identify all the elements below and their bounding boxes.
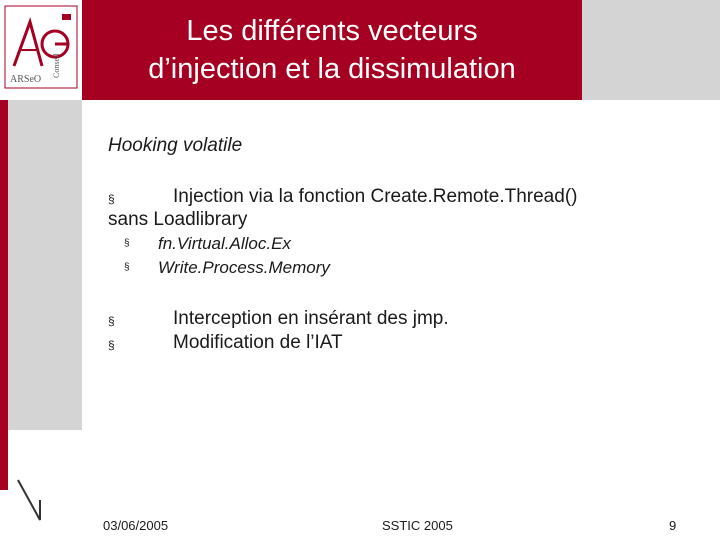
header-gray-block bbox=[582, 0, 720, 100]
title-line-2: d’injection et la dissimulation bbox=[148, 53, 516, 85]
logo-vertical-text: Conseil bbox=[52, 53, 61, 78]
bullet-2: § bbox=[108, 314, 115, 328]
sub-bullet-2: § bbox=[124, 262, 130, 273]
bullet-3: § bbox=[108, 338, 115, 352]
sidebar-gray-strip bbox=[8, 100, 82, 430]
title-line-1: Les différents vecteurs bbox=[186, 15, 478, 47]
item-1-line-1: Injection via la fonction Create.Remote.Thread() bbox=[173, 186, 578, 207]
item-1-line-2: sans Loadlibrary bbox=[108, 209, 248, 230]
item-2: Interception en insérant des jmp. bbox=[173, 308, 449, 329]
sub-bullet-1: § bbox=[124, 238, 130, 249]
logo bbox=[0, 0, 82, 100]
section-subtitle: Hooking volatile bbox=[108, 135, 243, 156]
footer-date: 03/06/2005 bbox=[103, 518, 169, 533]
logo-mark bbox=[0, 0, 82, 100]
footer-page-number: 9 bbox=[669, 518, 677, 533]
slide-title bbox=[82, 12, 582, 88]
logo-brand-text: ARSeO bbox=[10, 74, 42, 85]
sub-item-2: Write.Process.Memory bbox=[158, 258, 330, 277]
sidebar-corner-decoration bbox=[0, 420, 82, 530]
sub-item-1: fn.Virtual.Alloc.Ex bbox=[158, 234, 291, 253]
footer-center: SSTIC 2005 bbox=[382, 518, 453, 533]
bullet-1: § bbox=[108, 192, 115, 206]
item-3: Modification de l’IAT bbox=[173, 332, 343, 353]
